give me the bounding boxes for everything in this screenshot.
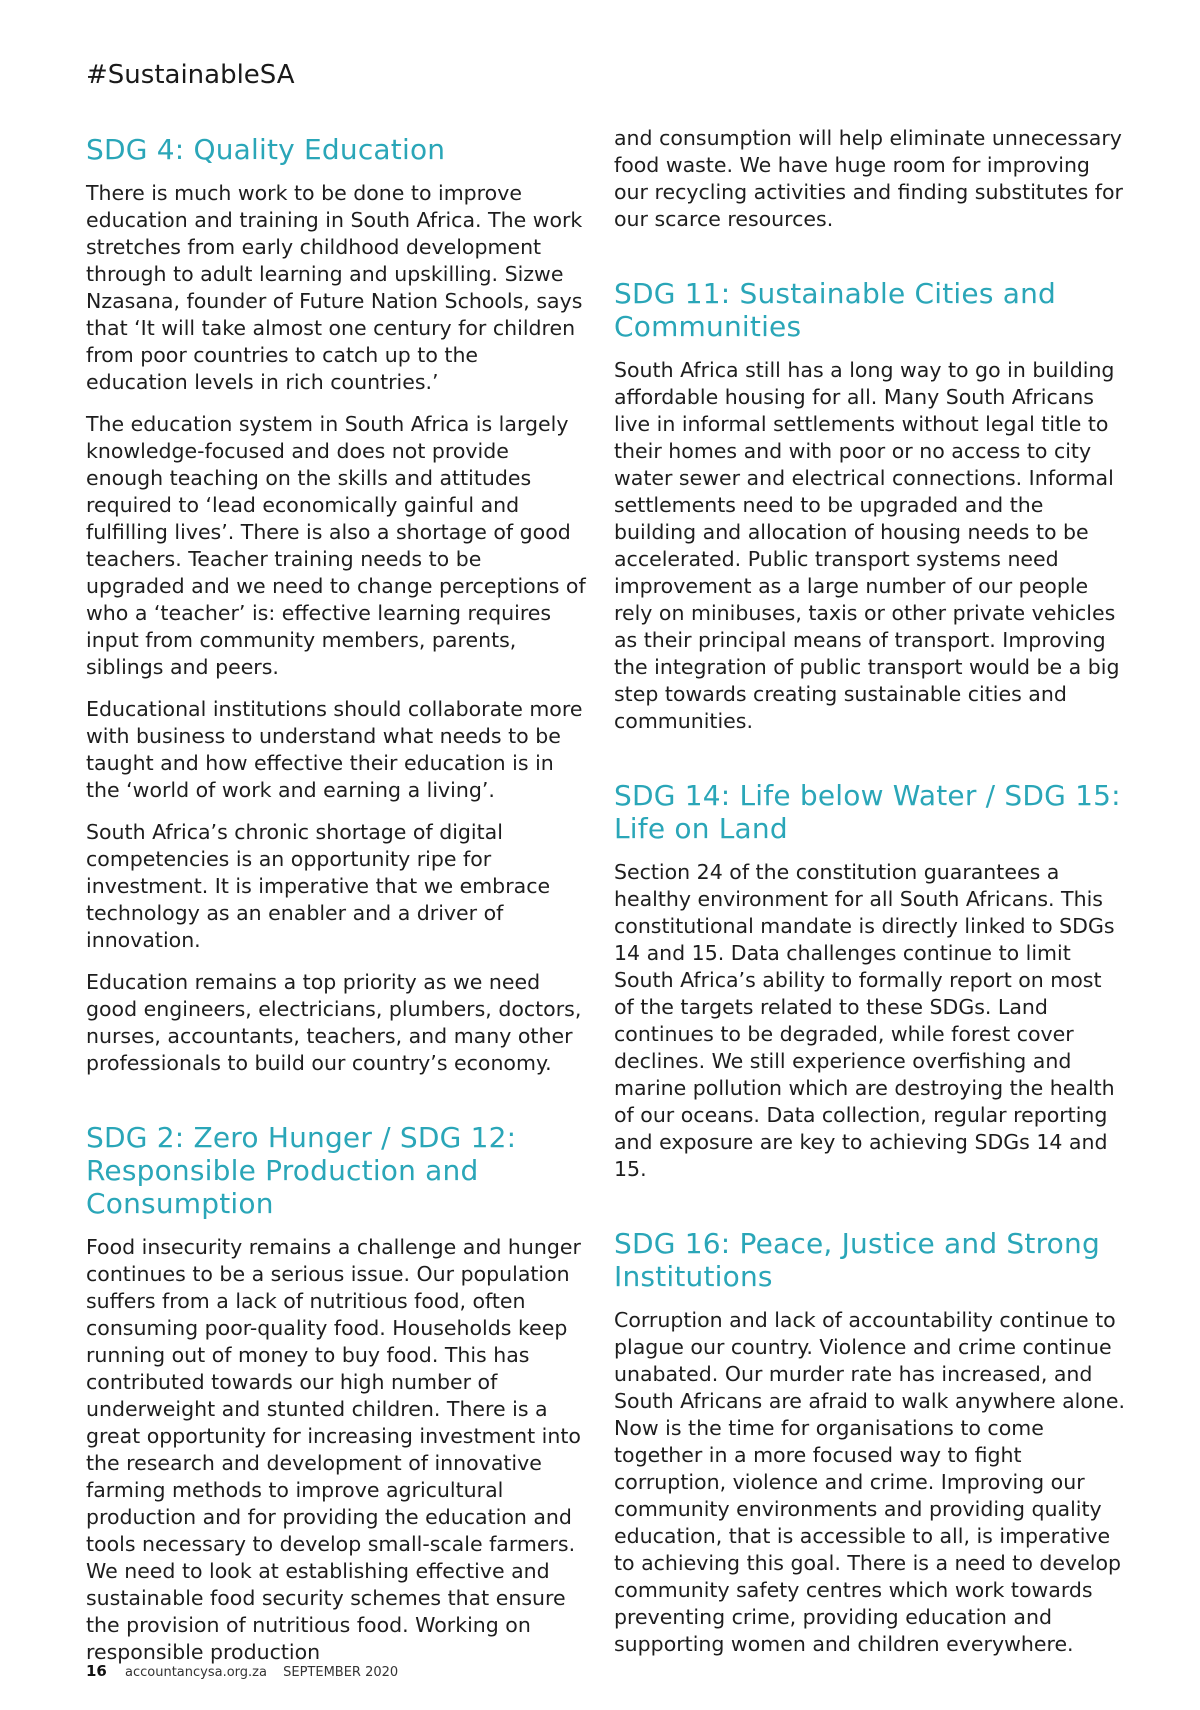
section-heading: SDG 4: Quality Education xyxy=(86,133,446,166)
section-continuation xyxy=(614,125,1126,233)
section-sdg11 xyxy=(614,277,1126,735)
paragraph: South Africa’s chronic shortage of digital competencies is an opportunity ripe for investment. It is imperative that we embrace technology as an enabler and a driver of innovation. xyxy=(86,820,551,952)
page-hashtag: #SustainableSA xyxy=(86,60,295,90)
section-sdg2-sdg12 xyxy=(86,1121,586,1666)
issue-date: SEPTEMBER 2020 xyxy=(283,1665,399,1680)
section-sdg14-sdg15 xyxy=(614,779,1126,1183)
paragraph: Corruption and lack of accountability continue to plague our country. Violence and crime continue unabated. Our murder rate has increased, and South Africans are afraid to walk anywhere alone. Now is the time for organisations to come together in a more focused way to fight corruption, violence and crime. Improving our community environments and providing quality education, that is accessible to all, is imperative to achieving this goal. There is a need to develop community safety centres which work towards preventing crime, providing education and supporting women and children everywhere. xyxy=(614,1308,1126,1656)
website-url: accountancysa.org.za xyxy=(125,1665,267,1680)
section-heading: SDG 14: Life below Water / SDG 15: Life on Land xyxy=(614,779,1121,845)
paragraph: The education system in South Africa is largely knowledge-focused and does not provide enough teaching on the skills and attitudes required to ‘lead economically gainful and fulfilling lives’. There is also a shortage of good teachers. Teacher training needs to be upgraded and we need to change perceptions of who a ‘teacher’ is: effective learning requires input from community members, parents, siblings and peers. xyxy=(86,412,586,679)
paragraph: Section 24 of the constitution guarantees a healthy environment for all South Africans. This constitutional mandate is directly linked to SDGs 14 and 15. Data challenges continue to limit South Africa’s ability to formally report on most of the targets related to these SDGs. Land continues to be degraded, while forest cover declines. We still experience overfishing and marine pollution which are destroying the health of our oceans. Data collection, regular reporting and exposure are key to achieving SDGs 14 and 15. xyxy=(614,860,1115,1181)
paragraph: South Africa still has a long way to go in building affordable housing for all. Many South Africans live in informal settlements without legal title to their homes and with poor or no access to city water sewer and electrical connections. Informal settlements need to be upgraded and the building and allocation of housing needs to be accelerated. Public transport systems need improvement as a large number of our people rely on minibuses, taxis or other private vehicles as their principal means of transport. Improving the integration of public transport would be a big step towards creating sustainable cities and communities. xyxy=(614,358,1120,733)
section-sdg4 xyxy=(86,133,586,1077)
section-sdg16 xyxy=(614,1227,1126,1658)
page-footer xyxy=(86,1662,398,1680)
paragraph: Food insecurity remains a challenge and hunger continues to be a serious issue. Our population suffers from a lack of nutritious food, often consuming poor-quality food. Households keep running out of money to buy food. This has contributed towards our high number of underweight and stunted children. There is a great opportunity for increasing investment into the research and development of innovative farming methods to improve agricultural production and for providing the education and tools necessary to develop small-scale farmers. We need to look at establishing effective and sustainable food security schemes that ensure the provision of nutritious food. Working on responsible production xyxy=(86,1235,581,1664)
section-heading: SDG 2: Zero Hunger / SDG 12: Responsible Production and Consumption xyxy=(86,1121,517,1220)
paragraph: There is much work to be done to improve education and training in South Africa. The work stretches from early childhood development through to adult learning and upskilling. Sizwe Nzasana, founder of Future Nation Schools, says that ‘It will take almost one century for children from poor countries to catch up to the education levels in rich countries.’ xyxy=(86,181,583,394)
section-heading: SDG 16: Peace, Justice and Strong Institutions xyxy=(614,1227,1100,1293)
paragraph: Educational institutions should collaborate more with business to understand what needs to be taught and how effective their education is in the ‘world of work and earning a living’. xyxy=(86,697,583,802)
left-column xyxy=(86,125,586,1710)
section-heading: SDG 11: Sustainable Cities and Communities xyxy=(614,277,1056,343)
page-number: 16 xyxy=(86,1662,107,1680)
right-column xyxy=(614,125,1126,1702)
paragraph: and consumption will help eliminate unnecessary food waste. We have huge room for improving our recycling activities and finding substitutes for our scarce resources. xyxy=(614,126,1123,231)
paragraph: Education remains a top priority as we need good engineers, electricians, plumbers, doctors, nurses, accountants, teachers, and many other professionals to build our country’s economy. xyxy=(86,970,582,1075)
